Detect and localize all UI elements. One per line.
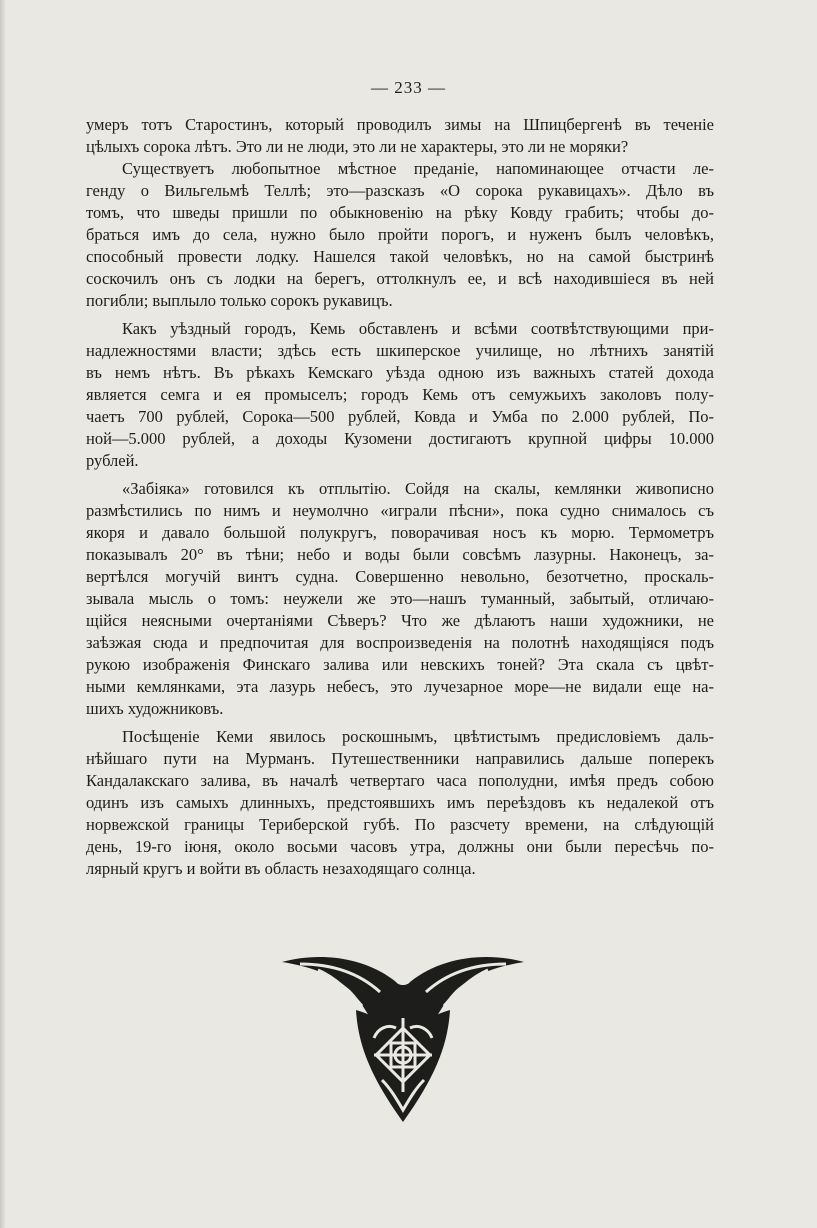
text-line: щійся неясными очертаніями Сѣверъ? Что же дѣлаютъ наши художники, не <box>86 611 714 630</box>
text-line: цѣлыхъ сорока лѣтъ. Это ли не люди, это ли не характеры, это ли не моряки? <box>86 137 629 156</box>
paragraph <box>86 726 714 880</box>
body-text <box>86 114 714 880</box>
text-line: умеръ тотъ Старостинъ, который проводилъ зимы на Шпицбергенѣ въ теченіе <box>86 115 714 134</box>
paragraph <box>86 114 714 158</box>
paragraph <box>86 478 714 720</box>
text-line: Посѣщеніе Кеми явилось роскошнымъ, цвѣтистымъ предисловіемъ даль- <box>122 727 714 746</box>
text-line: заѣзжая сюда и предпочитая для воспроизведенія на полотнѣ находящіяся подъ <box>86 633 714 652</box>
text-line: является семга и ея промыселъ; городъ Кемь отъ семужьихъ заколовъ полу- <box>86 385 714 404</box>
text-line: «Забіяка» готовился къ отплытію. Сойдя на скалы, кемлянки живописно <box>122 479 714 498</box>
text-line: зывала мысль о томъ: неужели же это—нашъ туманный, забытый, отличаю- <box>86 589 714 608</box>
text-line: надлежностями власти; здѣсь есть шкиперское училище, но лѣтнихъ занятій <box>86 341 714 360</box>
text-line: вертѣлся могучій винтъ судна. Совершенно невольно, безотчетно, проскаль- <box>86 567 714 586</box>
text-line: ными кемлянками, эта лазурь небесъ, это лучезарное море—не видали еще на- <box>86 677 714 696</box>
paragraph <box>86 318 714 472</box>
text-line: Какъ уѣздный городъ, Кемь обставленъ и всѣми соотвѣтствующими при- <box>122 319 714 338</box>
text-line: генду о Вильгельмѣ Теллѣ; это—разсказъ «О сорока рукавицахъ». Дѣло въ <box>86 181 714 200</box>
text-line: размѣстились по нимъ и неумолчно «играли пѣсни», пока судно снималось съ <box>86 501 714 520</box>
text-line: шихъ художниковъ. <box>86 699 224 718</box>
text-line: способный провести лодку. Нашелся такой человѣкъ, но на самой быстринѣ <box>86 247 714 266</box>
text-line: лярный кругъ и войти въ область незаходящаго солнца. <box>86 859 476 878</box>
text-line: нѣйшаго пути на Мурманъ. Путешественники направились дальше поперекъ <box>86 749 714 768</box>
binding-edge <box>0 0 6 1228</box>
text-line: Кандалакскаго залива, въ началѣ четвертаго часа пополудни, имѣя предъ собою <box>86 771 714 790</box>
text-line: Существуетъ любопытное мѣстное преданіе, напоминающее отчасти ле- <box>122 159 714 178</box>
text-line: ной—5.000 рублей, а доходы Кузомени достигаютъ крупной цифры 10.000 <box>86 429 714 448</box>
text-line: якоря и давало большой полукругъ, поворачивая носъ къ морю. Термометръ <box>86 523 714 542</box>
paragraph <box>86 158 714 312</box>
text-line: рукою изображенія Финскаго залива или невскихъ тоней? Эта скала съ цвѣт- <box>86 655 714 674</box>
text-line: одинъ изъ самыхъ длинныхъ, предстоявшихъ имъ переѣздовъ къ недалекой отъ <box>86 793 714 812</box>
text-line: томъ, что шведы пришли по обыкновенію на рѣку Ковду грабить; чтобы до- <box>86 203 714 222</box>
text-line: день, 19-го іюня, около восьми часовъ утра, должны они были пересѣчь по- <box>86 837 714 856</box>
text-line: въ немъ нѣтъ. Въ рѣкахъ Кемскаго уѣзда одною изъ важныхъ статей дохода <box>86 363 714 382</box>
page-number: — 233 — <box>371 78 446 97</box>
tailpiece-ornament-icon <box>278 948 528 1126</box>
text-line: чаетъ 700 рублей, Сорока—500 рублей, Ковда и Умба по 2.000 рублей, По- <box>86 407 714 426</box>
text-line: норвежской границы Териберской губѣ. По разсчету времени, на слѣдующій <box>86 815 714 834</box>
text-line: соскочилъ онъ съ лодки на берегъ, оттолкнулъ ее, и всѣ находившіеся въ ней <box>86 269 714 288</box>
text-line: браться имъ до села, нужно было пройти порогъ, и нуженъ былъ человѣкъ, <box>86 225 714 244</box>
text-line: погибли; выплыло только сорокъ рукавицъ. <box>86 291 393 310</box>
text-line: показывалъ 20° въ тѣни; небо и воды были совсѣмъ лазурны. Наконецъ, за- <box>86 545 714 564</box>
text-line: рублей. <box>86 451 139 470</box>
